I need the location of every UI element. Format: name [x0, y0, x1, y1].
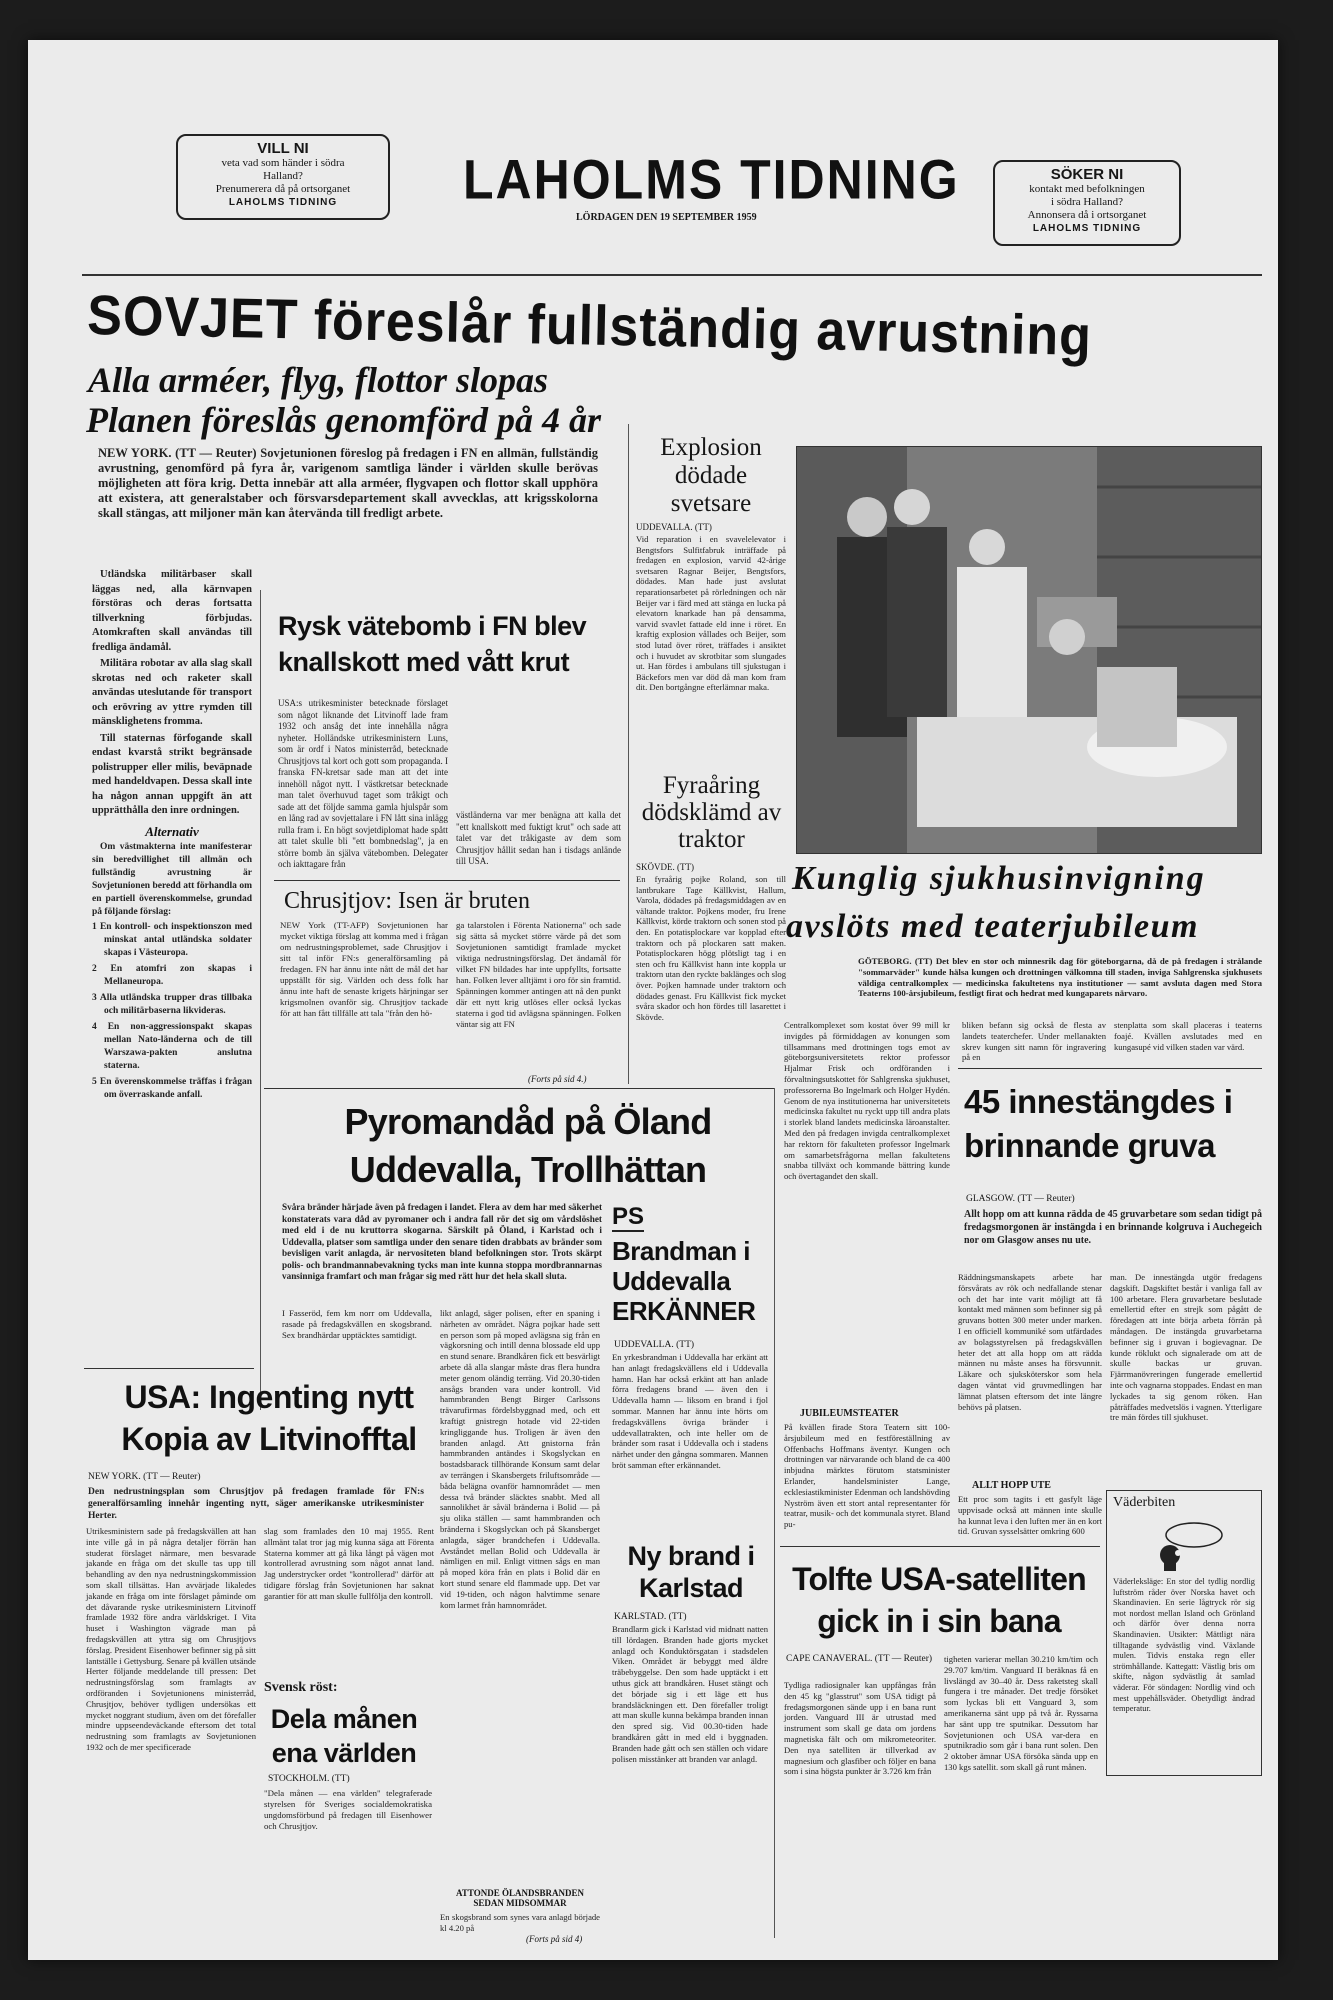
jubileum-heading: JUBILEUMSTEATER — [800, 1408, 899, 1419]
main-story-paragraph-1: Utländska militärbaser skall läggas ned, alla kärnvapen förstöras och deras fortsatta tillverkning förbjudas. Atomkraften skall användas till fredliga ändamål. — [92, 569, 252, 653]
allt-hopp-text: Ett proc som tagits i ett gasfylt läge uppvisade också att männen inte skulle ha kunnat leva i den luften mer än en kort tid. Gruvan sysselsätter omkring 600 — [958, 1494, 1102, 1537]
gruva-headline: 45 innestängdes i brinnande gruva — [964, 1083, 1233, 1164]
alternativ-item-5: 5 En överenskommelse träffas i frågan om överraskande anfall. — [92, 1077, 252, 1100]
advertise-box — [993, 160, 1181, 246]
advertise-box-line-3: Annonsera då i ortsorganet — [1027, 209, 1147, 221]
section-rule — [264, 1088, 774, 1089]
subscribe-box-line-1: veta vad som händer i södra — [221, 157, 345, 169]
jubileum-text: På kvällen firade Stora Teatern sitt 100-årsjubileum med en festföreställning av Offenbachs Hoffmans äventyr. Kungen och drottningen var närvarande och bland de ca 400 inbjudna märktes förutom statsminister Erlander, handelsminister Lange, ecklesiastikminister Edenman och landshövding Nyström även ett stort antal representanter för teatrar, musik- och det kommunala styret. Bland pu- — [784, 1422, 950, 1530]
dela-manen-dateline: STOCKHOLM. (TT) — [268, 1774, 350, 1784]
alternativ-item-3: 3 Alla utländska trupper dras tillbaka och militärbaserna likvideras. — [92, 993, 252, 1016]
section-rule — [958, 1068, 1262, 1069]
subscribe-box-line-3: Prenumerera då på ortsorganet — [215, 183, 351, 195]
chrusjtjov-continued: (Forts på sid 4.) — [528, 1074, 587, 1084]
kunglig-column-3: stenplatta som skall placeras i teaterns foajé. Kvällen avslutades med en kungasupé vid vilken staden var värd. — [1114, 1020, 1262, 1052]
usa-dateline: NEW YORK. (TT — Reuter) — [88, 1472, 201, 1482]
masthead-rule — [82, 274, 1262, 276]
dela-manen-text: "Dela månen — ena världen" telegraferade styrelsen för Sveriges socialdemokratiska ungdomsförbund på fredagen till Eisenhower och Chrusjtjov. — [264, 1788, 432, 1831]
fyraaring-headline: Fyraåring dödsklämd av traktor — [641, 772, 782, 853]
vaderbiten-box — [1106, 1490, 1262, 1776]
column-rule — [260, 590, 261, 1410]
rysk-headline: Rysk vätebomb i FN blev knallskott med vått krut — [278, 611, 587, 677]
subscribe-box-heading: VILL NI — [257, 140, 309, 157]
rysk-column-1: USA:s utrikesminister betecknade förslaget som något liknande det Litvinoff lade fram 1932 och ansåg det inte innehålla några nyheter. Holländske utrikesministern Luns, som är ordf i Natos ministerråd, betecknade Chrusjtjovs tal kort och gott som propaganda. I franska FN-kretsar sade man att det inte innehöll något nytt. I västkretsar betecknade man talet överhuvud taget som tråkigt och sade att det följde samma gamla hjulspår som en lång rad av sovjettalare i FN lått sina inlägg rulla fram i. En högt sovjetdiplomat hade spått att talet skulle bli "ett bombnedslag", ja en större bomb än själva vätebomben. Delegater och iakttagare från — [278, 698, 448, 869]
karlstad-headline: Ny brand i Karlstad — [627, 1541, 755, 1603]
allt-hopp-heading: ALLT HOPP UTE — [972, 1480, 1051, 1491]
gruva-column-2: man. De innestängda utgör fredagens dagskift. Dagskiftet består i vanliga fall av 100 arbetare. Flera gruvarbetare beslutade emellertid efter en strejk som pågått de föredagen att inte börja arbeta förrän på måndagen. De instängda gruvarbetarna befinner sig i gruvan i bogievagnar. De kunde röklukt och signalerade om att de skulle backas ur gruvan. Fjärrmanövreringen fungerade emellertid inte och vagnarna stoppades. Endast en man lyckades ta sig genom röken. Han påträffades medvetslös i vagnen. Ytterligare tre män fördes till sjukhuset. — [1110, 1272, 1263, 1423]
kunglig-headline-1: Kunglig sjukhusinvigning — [792, 860, 1206, 897]
pyromandad-column-2: likt anlagd, säger polisen, efter en spaning i närheten av området. Några pojkar hade sett en person som på moped avlägsna sig från en vägkorsning och intill denna blossade eld upp en stund senare. Brandkåren fick ett besvärligt arbete då alla slangar måste dras flera hundra meter genom oländig terräng. Vid 20.30-tiden ansågs branden vara under kontroll. Vid hammbranden Bengt Birger Carlssons trävarufirmas fördelsbyggnad med, och ett kraftigt gnistregn hotade vid 22-tiden kringliggande hus. Troligen är även den branden anlagd. Att gnistorna från hammbranden antändes i Skogslyckan en bostadsbarack tillhörande Konsum samt delar av terrängen i Skansbergets friluftsområde — båda belägna ovanför hamnområdet — men dessa två bränder släcktes snabbt. Med all sannolikhet är såväl bränderna i Bolid — på sju olika ställen — samt hammbranden och bränderna i Skogslyckan och på Skansberget anlagda, säger brandchefen i Uddevalla. Avståndet mellan Bolid och Uddevalla är nämligen en mil. Enligt vittnen sågs en man på moped köra från en plats i Bolid där en kort stund senare eld flammade upp. Det var vid 19-tiden, och någon halvtimme senare kom larmet från hamnområdet. — [440, 1308, 600, 1610]
subscribe-box — [176, 134, 390, 220]
alternativ-item-4: 4 En non-aggressionspakt skapas mellan Nato-länderna och de till Warszawa-pakten anslutna staterna. — [92, 1022, 252, 1071]
fyraaring-dateline: SKÖVDE. (TT) — [636, 862, 694, 872]
advertise-box-heading: SÖKER NI — [1050, 166, 1124, 183]
main-subheadline-1: Alla arméer, flyg, flottor slopas — [88, 360, 549, 400]
newspaper-page — [28, 40, 1278, 1960]
kunglig-column-2: bliken befann sig också de flesta av landets teaterchefer. Under mellanakten skrev kungen sitt namn för ingravering på en — [962, 1020, 1106, 1063]
column-rule — [628, 424, 629, 1084]
section-rule — [274, 880, 620, 881]
alternativ-intro: Om västmakterna inte manifesterar sin beredvillighet till allmän och fullständig avrustning är Sovjetunionen beredd att förhandla om en partiell överenskommelse, grundad på följande förslag: — [92, 842, 252, 917]
usa-lead: Den nedrustningsplan som Chrusjtjov på fredagen framlade för FN:s generalförsamling innehår ingenting nytt, säger amerikanske utrikesminister Herter. — [88, 1487, 424, 1521]
advertise-box-paper: LAHOLMS TIDNING — [1032, 223, 1142, 234]
subscribe-box-line-2: Halland? — [263, 170, 303, 182]
pyromandad-column-1: I Fasseröd, fem km norr om Uddevalla, rasade på fredagskvällen en skogsbrand. Sex brandhärdar upptäcktes samtidigt. — [282, 1308, 432, 1340]
advertise-box-line-1: kontakt med befolkningen — [1029, 183, 1145, 195]
satellit-column-1: Tydliga radiosignaler kan uppfångas från den 45 kg "glasstrut" som USA tidigt på fredagsmorgonen sände upp i en bana runt jorden. Vanguard III är utrustad med instrument som skall ge data om jordens magnetiska fält och om mikrometeoriter. Den nya satelliten är tillverkad av magnesium och glasfiber och följer en bana som i sina högsta punkter är 3.726 km från — [784, 1680, 936, 1777]
subscribe-box-paper: LAHOLMS TIDNING — [228, 197, 338, 208]
column-rule — [774, 1088, 775, 1938]
explosion-text: Vid reparation i en svavelelevator i Bengtsfors Sulfitfabruk inträffade på fredagen en explosion, varvid 42-årige svetsaren Ragnar Beijer, Bengtsfors, dödades. Man hade just avslutat reparationsarbetet på rörledningen och när Beijer var i färd med att stänga en lucka på elevatorn knarkade han på densamma, varvid svavlet fattade eld inne i röret. En kraftig explosion vållades och Beijer, som stod lutad över röret, träffades i ansiktet och i huvudet av skrotbitar som slungades ut. Han fördes i ambulans till sjukstugan i Bäckefors men var död då man kom fram dit. Den bortgångne efterlämnar maka. — [636, 534, 786, 693]
main-story-paragraph-2: Militära robotar av alla slag skall skrotas ned och raketer skall användas uteslutande för transport och erövring av yttre rymden till mänsklighetens fromma. — [92, 658, 252, 727]
gruva-lead: Allt hopp om att kunna rädda de 45 gruvarbetare som sedan tidigt på fredagsmorgonen är instängda i en brinnande kolgruva i Auchegeich nor om Glasgow anses nu ute. — [964, 1209, 1262, 1246]
satellit-dateline: CAPE CANAVERAL. (TT — Reuter) — [786, 1654, 933, 1664]
olandsbranden-text: En skogsbrand som synes vara anlagd började kl 4.20 på — [440, 1912, 600, 1933]
kunglig-column-1: Centralkomplexet som kostat över 99 mill kr invigdes på förmiddagen av konungen som tillsammans med drottningen togs emot av göteborgsuniversitetets rektor professor Hjalmar Frisk och ordföranden i förvaltningsutskottet för Sahlgrenska sjukhuset, professorerna Bo Ingelmark och Holger Hydén. Genom de nya institutionerna har universitetets medicinska fakultet nu ryckt upp till andra plats i storlek bland landets medicinska läroanstalter. Med den på fredagen invigda centralkomplexet har rektorn för fakulteten professor Ingelmark om samarbetsfrågorna mellan fakultetens snabba tillväxt och kommande bättring kunde och övertagandet den skall. — [784, 1020, 950, 1182]
advertise-box-line-2: i södra Halland? — [1050, 196, 1124, 208]
chrusjtjov-column-1: NEW York (TT-AFP) Sovjetunionen har mycket viktiga förslag att komma med i frågan om nedrustningsproblemet, sade Chrusjtjov i sitt tal inför FN:s generalförsamling på fredagen. FN har ännu inte nått de mål det har uppställt för sig. Världen och dess folk har ännu inte haft de senaste krigets härjningar ser krigsmolnen ovanför sig. Chrusjtjov tackade för att han fått tillfälle att tala "från den hö- — [280, 920, 448, 1018]
pyromandad-lead: Svåra bränder härjade även på fredagen i landet. Flera av dem har med säkerhet konstaterats vara dåd av pyromaner och i andra fall rör det sig om vårdslöshet med eld i de nu kruttorra skogarna. Särskilt på Öland, i Karlstad och i Uddevalla, platser som samtliga under den senare tiden drabbats av bränder som bevisligen varit anlagda, är nervositeten bland befolkningen stor. Trots skärpt polis- och brandmannabevakning tycks man inte kunna stoppa mordbrannarnas vansinniga framfart och man frågar sig med rätt hur det hela skall sluta. — [282, 1202, 602, 1281]
hospital-scene-image — [797, 447, 1262, 854]
ps-headline: Brandman i Uddevalla ERKÄNNER — [612, 1236, 756, 1326]
gruva-column-1: Räddningsmanskapets arbete har försvårats av rök och nedfallande stenar och det har inte varit möjligt att få kontakt med männen som befinner sig på gruvans botten 300 meter under marken. I en officiell kommuniké som utfärdades av bolagsstyrelsen på fredagskvällen heter det att alla hopp om att rädda männen nu måste anses ha försvunnit. Läkare och sjuksköterskor som hela dagen väntat vid gruvmedlingen har lämnat platsen eftersom det inte längre behövs på platsen. — [958, 1272, 1102, 1412]
pyromandad-continued: (Forts på sid 4) — [526, 1934, 583, 1944]
main-story-paragraph-3: Till staternas förfogande skall endast kvarstå strikt begränsade polistrupper eller milis, beväpnade med handeldvapen. Dessa skall inte ha någon annan uppgift än att upprätthålla den inre ordningen. — [92, 732, 252, 816]
main-lead: NEW YORK. (TT — Reuter) Sovjetunionen föreslog på fredagen i FN en allmän, fullständig avrustning, genomförd på fyra år, varigenom samtliga länder i världen skulle berövas möjligheten att föra krig. Detta innebär att alla arméer, flygvapen och flottor skall upphöra att existera, att generalstaber och försvarsdepartement skall avvecklas, att krigsskolorna skall stängas, att miljoner män kan återvända till fredligt arbete. — [98, 446, 598, 520]
masthead-title: LAHOLMS TIDNING — [463, 148, 960, 211]
karlstad-dateline: KARLSTAD. (TT) — [614, 1612, 687, 1622]
chrusjtjov-column-2: ga talarstolen i Förenta Nationerna" och sade sig sätta så mycket större värde på det som Sovjetunionen samtidigt framlade mycket viktiga nedrustningsförslag. Det ändamål för vilket FN bildades har inte uppfyllts, fortsatte han. Folken lever alltjämt i oro för sin framtid. Spänningen kommer antingen att nå den punkt där ett nytt krig utlöses eller också lyckas staterna i god tid avlägsna spänningen. Folken väntar sig att FN — [456, 920, 621, 1029]
rysk-column-2: västländerna var mer benägna att kalla det "ett knallskott med fuktigt krut" och sade att talet var det tråkigaste av dem som Chrusjtjov hållit sedan han i tisdags anlände till USA. — [456, 810, 621, 866]
usa-headline: USA: Ingenting nytt Kopia av Litvinofftal — [121, 1379, 417, 1457]
olandsbranden-heading: ATTONDE ÖLANDSBRANDEN SEDAN MIDSOMMAR — [456, 1888, 584, 1908]
main-headline: SOVJET föreslår fullständig avrustning — [86, 282, 1093, 368]
usa-column-2: slag som framlades den 10 maj 1955. Rent allmänt talat tror jag mig kunna säga att Förenta Staterna kommer att gå lika långt på vägen mot kontrollerad avrustning som något annat land. Jag understrycker ordet "kontrollerad" därför att tidigare förslag från Sovjetunionen har saknat garantier för att man skulle fullfölja den kontroll. — [264, 1526, 434, 1601]
explosion-dateline: UDDEVALLA. (TT) — [636, 522, 712, 532]
weather-dog-icon — [1134, 1515, 1234, 1575]
ps-text: En yrkesbrandman i Uddevalla har erkänt att han anlagt fredagskvällens eld i Uddevalla hamn. Han har också erkänt att han anlade förra fredagens brand — även den i Uddevalla hamn — liksom en brand i fjol sommar. Mannen har ännu inte hörts om fredagskvällens övriga bränder i uddevallatrakten, och inte heller om de bränder som rasat i Uddevalla och i stadens närhet under den gångna sommaren. Mannen bröt samman efter erkännandet. — [612, 1352, 768, 1470]
pyromandad-headline: Pyromandåd på Öland Uddevalla, Trollhättan — [344, 1101, 712, 1190]
usa-column-1: Utrikesministern sade på fredagskvällen att han inte ville gå in på några detaljer förrän han studerat förslaget närmare, men besvarade jakande en fråga om det skulle tas upp till behandling av den nya nedrustningskommission som skall tillsättas. Han avvärjade likaledes jakande en fråga om inte förslaget påminde om det dåvarande ryske utrikesministern Litvinoff framlade 1932 före andra världskriget. I Vita huset i Washington vägrade man på fredagskvällen att yttra sig om Chrusjtjovs förslag. President Eisenhower befinner sig på sitt lantställe i Gettysburg. Senare på kvällen utsände Herter följande meddelande till pressen: Det nedrustningsförslag som framlagts av ordföranden i Sovjetunionens ministerråd, Chrusjtjov, behöver tydligen undersökas ett mycket noggrant studium, även om det förefaller mindre uppseendeväckande eftersom det total nedrustning som framlagts av Sovjetunionen 1932 och de mer specificerade — [86, 1526, 256, 1752]
kunglig-headline-2: avslöts med teaterjubileum — [786, 908, 1199, 945]
main-story-column — [92, 568, 252, 1105]
dela-manen-headline: Dela månen ena världen — [270, 1704, 418, 1768]
fyraaring-text: En fyraårig pojke Roland, son till lantbrukare Tage Källkvist, Hallum, Varola, dödades på fredagsmiddagen av en vältande traktor. Pojkens moder, fru Irene Källkvist, körde traktorn och sonen stod på den. En potatisplockare var kopplad efter traktorn och på plockaren satt maken. Potatisplockaren högg plötsligt tag i en sten och fru Källkvist hann inte koppla ur traktorn utan den ryckte baklänges och slog över. Pojken hamnade under traktorn och dödades genast. Fru Källkvist fick mycket svåra skador och hon fördes till lasarettet i Skövde. — [636, 874, 786, 1022]
section-rule — [780, 1546, 1100, 1547]
alternativ-item-1: 1 En kontroll- och inspektionszon med minskat antal utländska soldater skapas i Västeuropa. — [92, 922, 252, 958]
explosion-headline: Explosion dödade svetsare — [660, 434, 762, 517]
ps-dateline: UDDEVALLA. (TT) — [614, 1340, 695, 1350]
alternativ-item-2: 2 En atomfri zon skapas i Mellaneuropa. — [92, 964, 252, 987]
kunglig-lead: GÖTEBORG. (TT) Det blev en stor och minnesrik dag för göteborgarna, då de på fredagen i strålande "sommarväder" kunde hälsa kungen och drottningen välkomna till staden, inviga Sahlgrenska sjukhusets väldiga centralkomplex — medicinska fakultetens nya institutioner — samt avsluta dagen med Stora Teaterns 100-årsjubileum, festligt firat och hedrat med kungaparets närvaro. — [858, 956, 1262, 999]
ps-tag: PS — [612, 1203, 645, 1230]
main-subheadline-2: Planen föreslås genomförd på 4 år — [86, 400, 602, 440]
satellit-headline: Tolfte USA-satelliten gick in i sin bana — [792, 1561, 1086, 1639]
vaderbiten-heading: Väderbiten — [1113, 1495, 1176, 1510]
section-rule — [84, 1368, 254, 1369]
gruva-dateline: GLASGOW. (TT — Reuter) — [966, 1194, 1075, 1204]
satellit-column-2: tigheten varierar mellan 30.210 km/tim och 29.707 km/tim. Vanguard II beräknas få en livslängd av 30–40 år. Dess raketsteg skall fungera i tre månader. Det tredje försöket som lyckas bli ett Vanguard 3, som amerikanerna sänt upp på två år. Ryssarna har sänt upp tre sputnikar. Dessutom har Sovjetunionen och USA var-dera en sputnikradio som går i bana runt solen. Den 2 oktober ämnar USA försöka sända upp en 130 kgs satellit. som skall gå runt månen. — [944, 1654, 1098, 1772]
vaderbiten-text: Väderleksläge: En stor del tydlig nordlig luftström råder över Norska havet och Skandinavien. En serie lågtryck rör sig mot nordost mellan Island och Grönland och därför över denna norra Skandinavien. Utsikter: Mättligt nära tilltagande sydvästlig vind. Växlande mulen. Tidvis enstaka regn eller strömhållande. Kattegatt: Västlig bris om skifte, någon sydvästlig åt samlad väderar. För söndagen: Nordlig vind och mest uppehållsväder. Obetydligt ändrad temperatur. — [1113, 1577, 1255, 1714]
masthead-date: LÖRDAGEN DEN 19 SEPTEMBER 1959 — [576, 212, 757, 223]
alternativ-heading: Alternativ — [145, 823, 199, 839]
svensk-rost-heading: Svensk röst: — [264, 1680, 338, 1695]
hospital-photo — [796, 446, 1262, 854]
karlstad-text: Brandlarm gick i Karlstad vid midnatt natten till lördagen. Branden hade gjorts mycket anlagd och Konduktörsgatan i stadsdelen Viken. Området är bebyggt med äldre träbebyggelse. Den som hade upptäckt i ett uthus gick att brandkåren. Huset stängt och det började sig i ett läge ett hus brandsläckningen ett. Den förefaller troligt att man skulle kunna bekämpa branden innan den spred sig. Vid 00.30-tiden hade brandkåren gått in med eld i byggnaden. Branden hade gått och sen ställen och vidare polisen misstänker att branden var anlagd. — [612, 1624, 768, 1764]
chrusjtjov-headline: Chrusjtjov: Isen är bruten — [284, 888, 530, 914]
